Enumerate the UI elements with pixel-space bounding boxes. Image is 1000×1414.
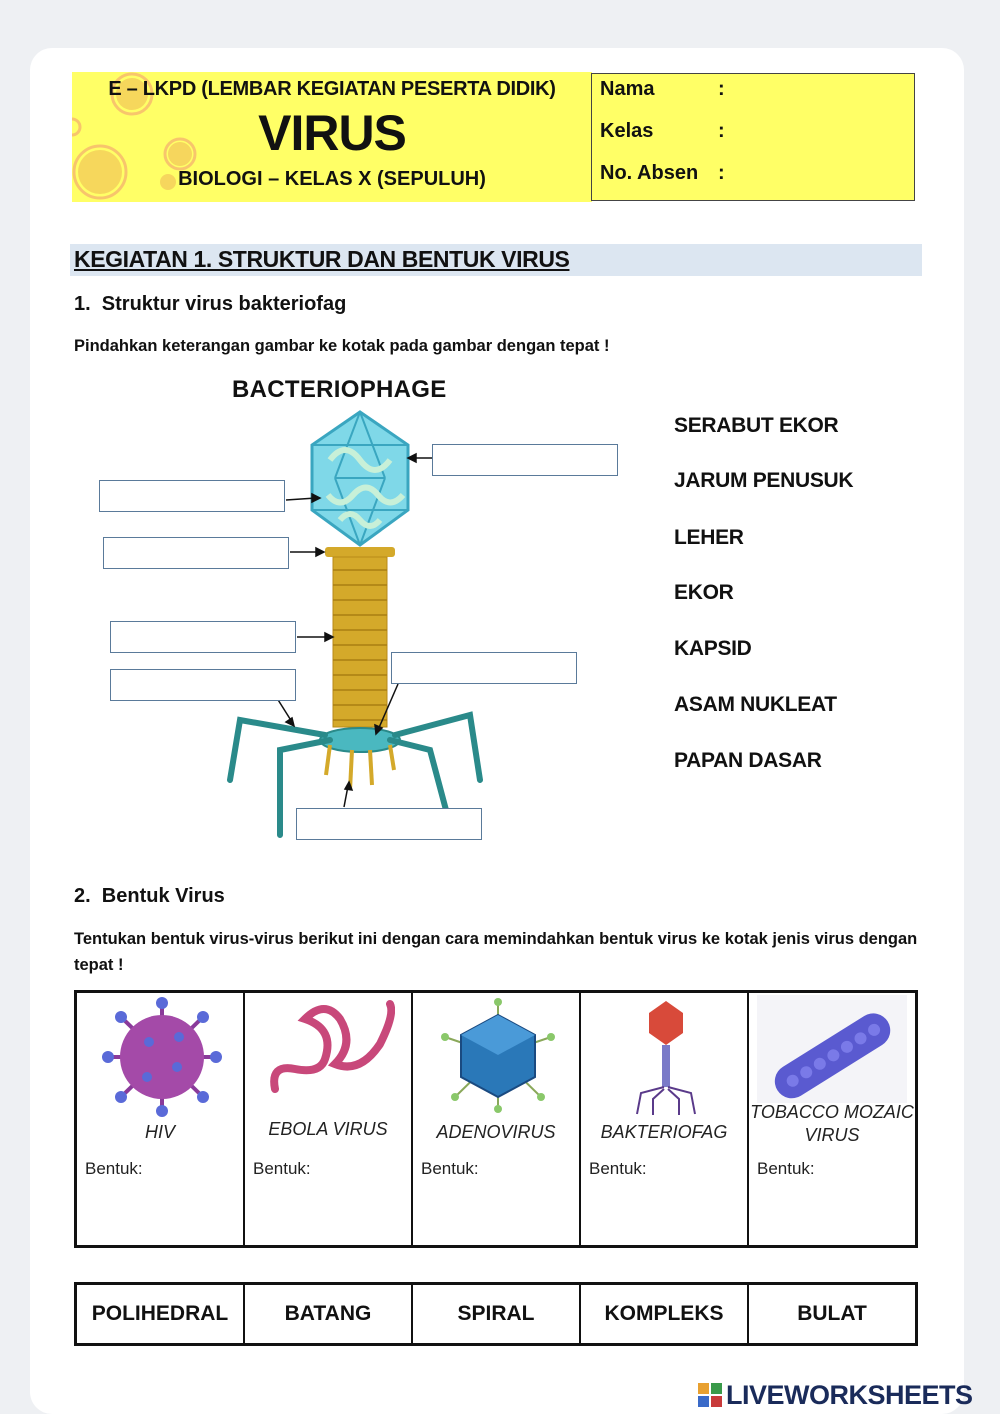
answer-spiral[interactable]: SPIRAL bbox=[413, 1285, 581, 1343]
section-title: KEGIATAN 1. STRUKTUR DAN BENTUK VIRUS bbox=[74, 246, 570, 272]
virus-cell-hiv bbox=[77, 993, 245, 1245]
adenovirus-icon bbox=[435, 997, 561, 1113]
drop-box-base-plate[interactable] bbox=[391, 652, 577, 684]
answer-polihedral[interactable]: POLIHEDRAL bbox=[77, 1285, 245, 1343]
answer-kompleks[interactable]: KOMPLEKS bbox=[581, 1285, 749, 1343]
field-kelas-label: Kelas bbox=[600, 120, 654, 142]
question-2-title: 2. Bentuk Virus bbox=[74, 885, 225, 907]
bentuk-hiv: Bentuk: bbox=[85, 1159, 143, 1178]
tobacco-mozaic-virus-icon bbox=[757, 995, 907, 1103]
field-kelas-colon: : bbox=[718, 120, 725, 142]
virus-cell-ebola bbox=[245, 993, 413, 1245]
header-title: VIRUS bbox=[258, 105, 406, 161]
virus-shape-table bbox=[74, 990, 918, 1248]
label-papan-dasar[interactable]: PAPAN DASAR bbox=[674, 749, 822, 772]
question-2-instruction: Tentukan bentuk virus-virus berikut ini dengan cara memindahkan bentuk virus ke kotak jenis virus dengan tepat ! bbox=[74, 930, 918, 974]
field-absen-label: No. Absen bbox=[600, 162, 699, 184]
hiv-virus-icon bbox=[99, 997, 225, 1117]
virus-name-tobacco-mozaic: TOBACCO MOZAIC VIRUS bbox=[750, 1102, 914, 1145]
bakteriofag-icon bbox=[631, 999, 701, 1117]
answer-options-table bbox=[74, 1282, 918, 1346]
label-asam-nukleat[interactable]: ASAM NUKLEAT bbox=[674, 693, 837, 716]
drop-box-capsid[interactable] bbox=[432, 444, 618, 476]
diagram-title: BACTERIOPHAGE bbox=[232, 376, 447, 403]
student-info-box bbox=[591, 73, 915, 201]
ebola-virus-icon bbox=[265, 999, 395, 1099]
tail-shape bbox=[333, 557, 387, 727]
header-subtitle: BIOLOGI – KELAS X (SEPULUH) bbox=[178, 168, 486, 190]
answer-bulat[interactable]: BULAT bbox=[797, 1302, 867, 1325]
label-leher[interactable]: LEHER bbox=[674, 526, 744, 549]
watermark: LIVEWORKSHEETS bbox=[726, 1380, 973, 1410]
virus-cell-adenovirus bbox=[413, 993, 581, 1245]
bentuk-adenovirus: Bentuk: bbox=[421, 1159, 479, 1178]
drop-box-nucleic-acid[interactable] bbox=[99, 480, 285, 512]
bentuk-tobacco-mozaic: Bentuk: bbox=[757, 1159, 815, 1178]
field-nama-colon: : bbox=[718, 78, 725, 100]
label-kapsid[interactable]: KAPSID bbox=[674, 637, 752, 660]
drop-box-collar[interactable] bbox=[103, 537, 289, 569]
field-nama-label: Nama bbox=[600, 78, 655, 100]
drop-box-tail[interactable] bbox=[110, 621, 296, 653]
bentuk-bakteriofag: Bentuk: bbox=[589, 1159, 647, 1178]
virus-name-ebola: EBOLA VIRUS bbox=[268, 1119, 388, 1139]
virus-name-hiv: HIV bbox=[144, 1122, 175, 1142]
label-ekor[interactable]: EKOR bbox=[674, 581, 734, 604]
drop-box-tail-fibers[interactable] bbox=[110, 669, 296, 701]
virus-name-bakteriofag: BAKTERIOFAG bbox=[600, 1122, 728, 1142]
drop-box-pins[interactable] bbox=[296, 808, 482, 840]
liveworksheets-logo-icon bbox=[698, 1383, 722, 1407]
question-1-title: 1. Struktur virus bakteriofag bbox=[74, 293, 347, 315]
collar-shape bbox=[325, 547, 395, 557]
question-1-instruction: Pindahkan keterangan gambar ke kotak pada gambar dengan tepat ! bbox=[74, 337, 610, 355]
header-line1: E – LKPD (LEMBAR KEGIATAN PESERTA DIDIK) bbox=[108, 78, 556, 100]
answer-batang[interactable]: BATANG bbox=[245, 1285, 413, 1343]
field-absen-colon: : bbox=[718, 162, 725, 184]
virus-cell-bakteriofag bbox=[581, 993, 749, 1245]
label-jarum-penusuk[interactable]: JARUM PENUSUK bbox=[674, 469, 854, 492]
virus-name-adenovirus: ADENOVIRUS bbox=[436, 1122, 556, 1142]
virus-cell-tobacco-mozaic bbox=[749, 993, 915, 1245]
label-serabut-ekor[interactable]: SERABUT EKOR bbox=[674, 414, 839, 437]
header-title-block bbox=[72, 72, 592, 202]
bentuk-ebola: Bentuk: bbox=[253, 1159, 311, 1178]
